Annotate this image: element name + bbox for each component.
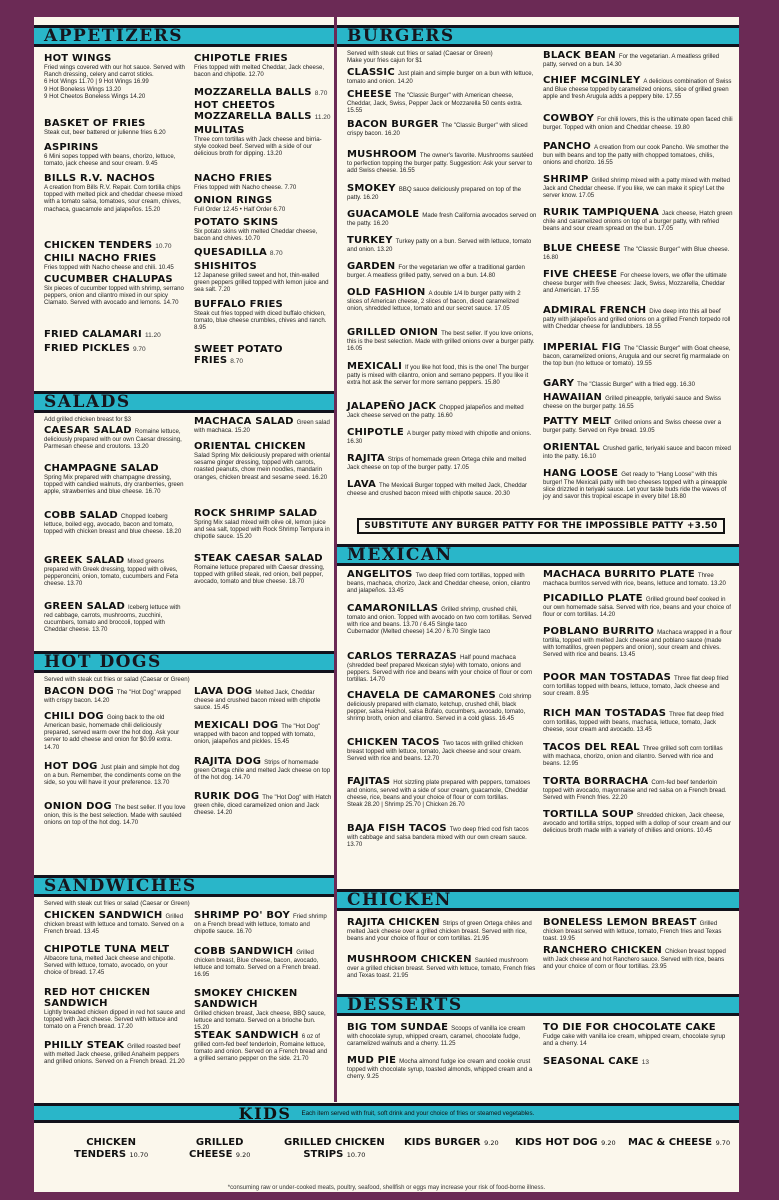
hotdogs-note: Served with steak cut fries or salad (Caesar or Green) — [44, 676, 190, 683]
item-basket-fries: BASKET OF FRIES Steak cut, beer battered or julienne fries 6.20 — [44, 118, 166, 136]
item-green-salad: GREEN SALAD Iceberg lettuce with red cabbage, carrots, mushrooms, zucchini, cucumbers, tomato and broccoli, topped with Cheddar cheese. 13.70 — [44, 601, 181, 634]
hotdogs-items — [34, 673, 334, 878]
item-rurik-tampiquena: RURIK TAMPIQUENA Jack cheese, Hatch green chile and caramelized onions on top of a burger patty, with refried beans and sour cream spread on the bun. 17.05 — [543, 207, 733, 233]
item-mud-pie: MUD PIE Mocha almond fudge ice cream and cookie crust topped with chocolate syrup, toasted almonds, whipped cream and a cherry. 9.25 — [347, 1055, 533, 1081]
salads-note: Add grilled chicken breast for $3 — [44, 416, 132, 423]
item-greek-salad: GREEK SALAD Mixed greens prepared with Greek dressing, topped with olives, pepperoncini, onion, tomato, cucumbers and Feta cheese. 13.70 — [44, 555, 179, 588]
appetizers-header — [34, 25, 334, 47]
kids-item: KIDS HOT DOG 9.20 — [515, 1137, 616, 1148]
item-fried-pickles: FRIED PICKLES 9.70 — [44, 343, 146, 354]
item-hot-dog: HOT DOG Just plain and simple hot dog on a bun. Remember, the condiments come on the side, so you will have it your preference. 13.70 — [44, 761, 181, 787]
item-baja-fish-tacos: BAJA FISH TACOS Two deep fried cod fish tacos with cabbage and salsa bandera mixed with our own cream sauce. 13.70 — [347, 823, 529, 849]
item-hawaiian: HAWAIIAN Grilled pineapple, teriyaki sauce and Swiss cheese on the burger patty. 16.55 — [543, 392, 721, 410]
item-lava: LAVA The Mexicali Burger topped with melted Jack, Cheddar cheese and crushed bacon mixed with chipotle sauce. 20.30 — [347, 479, 528, 497]
sandwiches-title: SANDWICHES — [44, 876, 197, 896]
item-chili-dog: CHILI DOG Going back to the old American basic, homemade chili deliciously prepared, served warm over the hot dog. Ask your server to add cheese and onion for $0.99 extra. 14.70 — [44, 711, 180, 751]
item-lava-dog: LAVA DOG Melted Jack, Cheddar cheese and crushed bacon mixed with chipotle sauce. 15.45 — [194, 686, 321, 712]
item-tortilla-soup: TORTILLA SOUP Shredded chicken, Jack cheese, avocado and tortilla strips, topped with a dollop of sour cream and our delicious broth made with a variety of chilies and onions. 10.45 — [543, 809, 731, 835]
item-garden: GARDEN For the vegetarian we offer a traditional garden burger. A meatless grilled patty, served on a bun. 14.80 — [347, 261, 525, 279]
chicken-items — [337, 911, 739, 1006]
item-poblano-burrito: POBLANO BURRITO Machaca wrapped in a flour tortilla, topped with melted Jack cheese and poblano sauce (made with tomatillos, green peppers and onion), sour cream and chives. Served with rice and beans. 13.45 — [543, 626, 732, 659]
item-hot-wings: HOT WINGS Fried wings covered with our hot sauce. Served with Ranch dressing, celery and carrot sticks. 6 Hot Wings 11.70 | 9 Hot Wings 16.99 9 Hot Boneless Wings 13.20 9 Hot Cheetos Boneless Wings 14.20 — [44, 53, 185, 100]
item-steak-sandwich: STEAK SANDWICH 6 oz of grilled corn-fed beef tenderloin, Romaine lettuce, tomato and onion. Served on a French bread and a grilled serrano pepper on the side. 21.70 — [194, 1030, 328, 1063]
desserts-title: DESSERTS — [347, 995, 463, 1015]
item-imperial-fig: IMPERIAL FIG The "Classic Burger" with Goat cheese, bacon, caramelized onions, Arugula and our secret fig marmalade on the top bun (no lettuce or tomato). 19.55 — [543, 342, 731, 368]
item-angelitos: ANGELITOS Two deep fried corn tortillas, topped with beans, machaca, chorizo, Jack and Cheddar cheese, onion, cilantro and jalapeños. 13.45 — [347, 569, 531, 595]
desserts-section — [337, 994, 739, 1096]
item-nacho-fries: NACHO FRIES Fries topped with Nacho cheese. 7.70 — [194, 173, 297, 191]
item-cobb-salad: COBB SALAD Chopped Iceberg lettuce, boiled egg, avocado, bacon and tomato, topped with chicken breast and blue cheese. 18.20 — [44, 510, 182, 536]
burgers-header — [337, 25, 739, 47]
item-shrimp-po-boy: SHRIMP PO' BOY Fried shrimp on a French bread with lettuce, tomato and chipotle sauce. 16.70 — [194, 910, 327, 936]
item-seasonal-cake: SEASONAL CAKE 13 — [543, 1056, 649, 1067]
item-patty-melt: PATTY MELT Grilled onions and Swiss cheese over a burger patty. Served on Rye bread. 19.05 — [543, 416, 721, 434]
burgers-title: BURGERS — [347, 26, 455, 46]
chicken-section — [337, 889, 739, 1006]
item-camaronillas: CAMARONILLAS Grilled shrimp, crushed chili, tomato and onion. Topped with avocado on two corn tortillas. Served with rice and beans. 13.70 / 6.45 Single taco Cubernador (Melted cheese) 14.20 / 6.70 Single taco — [347, 603, 532, 636]
item-potato-skins: POTATO SKINS Six potato skins with melted Cheddar cheese, bacon and chives. 10.70 — [194, 217, 318, 243]
item-chicken-tenders: CHICKEN TENDERS 10.70 — [44, 240, 172, 251]
item-mulitas: MULITAS Three corn tortillas with Jack cheese and birria-style cooked beef. Served with a side of our delicious broth for dipping. 13.20 — [194, 125, 322, 158]
item-machaca-burrito: MACHACA BURRITO PLATE Three machaca burritos served with rice, beans, lettuce and tomato. 13.20 — [543, 569, 726, 587]
kids-item: GRILLED CHICKEN STRIPS 10.70 — [284, 1137, 385, 1160]
item-shrimp-burger: SHRIMP Grilled shrimp mixed with a patty mixed with melted Jack and Cheddar cheese. If you like, we can make it spicy! Let the server know. 17.05 — [543, 174, 730, 200]
item-mushroom: MUSHROOM The owner's favorite. Mushrooms sautéed to perfection topping the burger patty. Suggestion: Ask your server to add Swiss cheese. 16.55 — [347, 149, 534, 175]
item-mexicali-dog: MEXICALI DOG The "Hot Dog" wrapped with bacon and topped with tomato, onion, jalapeños and pickles. 15.45 — [194, 720, 321, 746]
item-chicken-tacos: CHICKEN TACOS Two tacos with grilled chicken breast topped with lettuce, tomato, Jack cheese and sour cream. Served with rice and beans. 12.70 — [347, 737, 523, 763]
item-buffalo-fries: BUFFALO FRIES Steak cut fries topped with diced buffalo chicken, tomato, blue cheese crumbles, chives and ranch. 8.95 — [194, 299, 327, 332]
footnote: *consuming raw or under-cooked meats, poultry, seafood, shellfish or eggs may increase your risk of food-borne illness. — [227, 1185, 546, 1191]
item-smokey: SMOKEY BBQ sauce deliciously prepared on top of the patty. 16.20 — [347, 183, 521, 201]
item-cobb-sandwich: COBB SANDWICH Grilled chicken breast, Blue cheese, bacon, avocado, lettuce and tomato. Served on a French bread. 16.95 — [194, 946, 321, 979]
item-bacon-dog: BACON DOG The "Hot Dog" wrapped with crispy bacon. 14.20 — [44, 686, 181, 704]
item-mushroom-chicken: MUSHROOM CHICKEN Sautéed mushroom over a grilled chicken breast. Served with lettuce, tomato, French fries and Texas toast. 21.95 — [347, 954, 536, 980]
item-bacon-burger: BACON BURGER The "Classic Burger" with sliced crispy bacon. 16.20 — [347, 119, 528, 137]
item-chipotle: CHIPOTLE A burger patty mixed with chipotle and onions. 16.30 — [347, 427, 532, 445]
item-fajitas: FAJITAS Hot sizzling plate prepared with peppers, tomatoes and onions, served with a side of sour cream, guacamole, Cheddar cheese, rice, beans and your choice of flour or corn tortillas. Steak 28.20 | Shrimp 25.70 | Chicken 26.70 — [347, 776, 531, 809]
item-picadillo: PICADILLO PLATE Grilled ground beef cooked in our own homemade salsa. Served with rice, beans and your choice of flour or corn tortillas. 14.20 — [543, 593, 731, 619]
item-pancho: PANCHO A creation from our cook Pancho. We smother the bun with beans and top the patty with chopped tomatoes, chilis, onions and chorizo. 16.55 — [543, 141, 729, 167]
salads-items — [34, 413, 334, 653]
item-rajita: RAJITA Strips of homemade green Ortega chile and melted Jack cheese on top of the burger patty. 17.05 — [347, 453, 527, 471]
item-chicken-sandwich: CHICKEN SANDWICH Grilled chicken breast with lettuce and tomato. Served on a French bread. 13.45 — [44, 910, 184, 936]
burgers-note: Served with steak cut fries or salad (Caesar or Green) Make your fries cajun for $1 — [347, 50, 493, 65]
mexican-title: MEXICAN — [347, 545, 453, 565]
item-chipotle-fries: CHIPOTLE FRIES Fries topped with melted Cheddar, Jack cheese, bacon and chipotle. 12.70 — [194, 53, 325, 79]
burgers-items — [337, 47, 739, 559]
desserts-header — [337, 994, 739, 1016]
chicken-header — [337, 889, 739, 911]
item-admiral-french: ADMIRAL FRENCH Dive deep into this all beef patty with jalapeños and grilled onions on a grilled French torpedo roll with Cheddar cheese for landlubbers. 18.55 — [543, 305, 731, 331]
sandwiches-items — [34, 897, 334, 1097]
item-smokey-chicken: SMOKEY CHICKEN SANDWICH Grilled chicken breast, Jack cheese, BBQ sauce, lettuce and tomato. Served on a brioche bun. 15.20 — [194, 988, 326, 1032]
kids-header — [34, 1103, 739, 1123]
item-guacamole: GUACAMOLE Made fresh California avocados served on the patty. 16.20 — [347, 209, 537, 227]
item-rajita-chicken: RAJITA CHICKEN Strips of green Ortega chiles and melted Jack cheese over a grilled chicken breast. Served with rice, beans and your choice of flour or corn tortillas. 21.95 — [347, 917, 532, 943]
item-blue-cheese: BLUE CHEESE The "Classic Burger" with Blue cheese. 16.80 — [543, 243, 730, 261]
item-carlos-terrazas: CARLOS TERRAZAS Half pound machaca (shredded beef prepared Mexican style) with tomato, onions and peppers. Served with rice and beans with your choice of flour or corn tortillas. 14.70 — [347, 651, 533, 684]
item-rock-shrimp-salad: ROCK SHRIMP SALAD Spring Mix salad mixed with olive oil, lemon juice and sea salt, topped with Rock Shrimp Tempura in chipotle sauce. 15.20 — [194, 508, 330, 541]
salads-title: SALADS — [44, 392, 131, 412]
item-big-tom-sundae: BIG TOM SUNDAE Scoops of vanilla ice cream with chocolate syrup, whipped cream, caramel, chocolate fudge, caramelized walnuts and a cherry. 11.25 — [347, 1022, 526, 1048]
item-chipotle-tuna-melt: CHIPOTLE TUNA MELT Albacore tuna, melted Jack cheese and chipotle. Served with lettuce, tomato, avocado, on your choice of bread. 17.45 — [44, 944, 176, 977]
item-oriental-chicken: ORIENTAL CHICKEN Salad Spring Mix deliciously prepared with oriental sesame ginger dressing, topped with carrots, roasted peanuts, chow mein noodles, mandarin oranges, chicken breast and sesame seed. 16.20 — [194, 441, 331, 481]
item-chief-mcginley: CHIEF MCGINLEY A delicious combination of Swiss and Blue cheese topped by caramelized onions, slice of grilled green apple and fresh Arugula adds a peppery bite. 17.55 — [543, 75, 732, 101]
item-gary: GARY The "Classic Burger" with a fried egg. 16.30 — [543, 378, 695, 389]
item-old-fashion: OLD FASHION A double 1/4 lb burger patty with 2 slices of American cheese, 2 slices of bacon, diced caramelized onion, shredded lettuce, tomato and our secret sauce. 17.05 — [347, 287, 521, 313]
salads-section — [34, 391, 334, 653]
item-mexicali: MEXICALI If you like hot food, this is the one! The burger patty is mixed with cilantro, onion and serrano peppers. If you like it extra hot ask the server for more serrano peppers. 15.80 — [347, 361, 529, 387]
desserts-items — [337, 1016, 739, 1096]
item-chocolate-cake: TO DIE FOR CHOCOLATE CAKE Fudge cake with vanilla ice cream, whipped cream, chocolate syrup and a cherry. 14 — [543, 1022, 726, 1048]
item-shishitos: SHISHITOS 12 Japanese grilled sweet and hot, thin-walled green peppers grilled topped with lemon juice and sea salt. 7.20 — [194, 261, 329, 294]
item-rajita-dog: RAJITA DOG Strips of homemade green Ortega chile and melted Jack cheese on top of the hot dog. 14.70 — [194, 756, 331, 782]
hotdogs-header — [34, 651, 334, 673]
item-rich-man-tostadas: RICH MAN TOSTADAS Three flat deep fried corn tortillas, topped with beans, machaca, lettuce, tomato, Jack cheese, sour cream and avocado. 13.45 — [543, 708, 724, 734]
item-onion-dog: ONION DOG The best seller. If you love onion, this is the best selection. Made with sautéed onions on top of the hot dog. 14.70 — [44, 801, 186, 827]
appetizers-section — [34, 25, 334, 382]
item-caesar-salad: CAESAR SALAD Romaine lettuce, deliciously prepared with our own Caesar dressing, Parmesan cheese and croutons. 13.20 — [44, 425, 182, 451]
item-five-cheese: FIVE CHEESE For cheese lovers, we offer the ultimate cheese burger with five cheeses: Jack, Swiss, Mozzarella, Cheddar and American. 17.55 — [543, 269, 727, 295]
item-cheese-burger: CHEESE The "Classic Burger" with American cheese, Cheddar, Jack, Swiss, Pepper Jack or Mozzarella 50 cents extra. 15.55 — [347, 89, 523, 115]
item-rurik-dog: RURIK DOG The "Hot Dog" with Hatch green chile, diced caramelized onion and Jack cheese. 14.20 — [194, 791, 332, 817]
item-jalapeno-jack: JALAPEÑO JACK Chopped jalapeños and melted Jack cheese served on the patty. 16.60 — [347, 401, 524, 419]
sandwiches-section — [34, 875, 334, 1097]
item-grilled-onion: GRILLED ONION The best seller. If you love onions, this is the best selection. Made with grilled onions over a burger patty. 16.05 — [347, 327, 535, 353]
item-black-bean: BLACK BEAN For the vegetarian. A meatless grilled patty, served on a bun. 14.30 — [543, 50, 720, 68]
appetizers-title: APPETIZERS — [44, 26, 184, 46]
item-hot-cheetos-mozzarella: HOT CHEETOS MOZZARELLA BALLS 11.20 — [194, 100, 331, 122]
item-oriental-burger: ORIENTAL Crushed garlic, teriyaki sauce and bacon mixed into the patty. 16.10 — [543, 442, 731, 460]
mexican-items — [337, 566, 739, 896]
item-mozzarella-balls: MOZZARELLA BALLS 8.70 — [194, 87, 328, 98]
item-fried-calamari: FRIED CALAMARI 11.20 — [44, 329, 161, 340]
sandwiches-header — [34, 875, 334, 897]
item-steak-caesar: STEAK CAESAR SALAD Romaine lettuce prepared with Caesar dressing, topped with grilled steak, red onion, bell pepper, avocado, tomato and blue cheese. 18.70 — [194, 553, 325, 586]
kids-item: CHICKEN TENDERS 10.70 — [74, 1137, 149, 1160]
item-ranchero-chicken: RANCHERO CHICKEN Chicken breast topped with Jack cheese and hot Ranchero sauce. Served with rice, beans and your choice of corn or flour tortillas. 23.95 — [543, 945, 726, 971]
sandwiches-note: Served with steak cut fries or salad (Caesar or Green) — [44, 900, 190, 907]
menu-page — [34, 17, 739, 1192]
kids-note: Each item served with fruit, soft drink and your choice of fries or steamed vegetables. — [301, 1109, 535, 1117]
item-chavela: CHAVELA DE CAMARONES Cold shrimp deliciously prepared with clamato, ketchup, crushed chili, black pepper, salsa Huichol, salsa Búfalo, cucumbers, avocado, tomato, shrimp broth, onion and cilantro. Served in a cold glass. 16.45 — [347, 690, 532, 723]
item-champagne-salad: CHAMPAGNE SALAD Spring Mix prepared with champagne dressing, topped with candied walnuts, dry cranberries, green apple, strawberries and blue cheese. 16.70 — [44, 463, 184, 496]
burgers-section — [337, 25, 739, 559]
hotdogs-title: HOT DOGS — [44, 652, 162, 672]
item-cucumber-chalupas: CUCUMBER CHALUPAS Six pieces of cucumber topped with shrimp, serrano peppers, onion and cilantro mixed in our spicy Clamato. Served with avocado and lemons. 14.70 — [44, 274, 184, 307]
item-red-hot-chicken: RED HOT CHICKEN SANDWICH Lightly breaded chicken dipped in red hot sauce and topped with Jack cheese. Served with lettuce and tomato on a French bread. 17.20 — [44, 987, 185, 1031]
kids-section — [34, 1103, 739, 1192]
item-classic: CLASSIC Just plain and simple burger on a bun with lettuce, tomato and onion. 14.20 — [347, 67, 534, 85]
impossible-patty-note: SUBSTITUTE ANY BURGER PATTY FOR THE IMPOSSIBLE PATTY +3.50 — [357, 518, 725, 534]
item-hang-loose: HANG LOOSE Get ready to "Hang Loose" with this burger! The Mexicali patty with two cheeses topped with a pineapple slice drizzled in teriyaki sauce. Let your taste buds ride the waves of joy and savor this tropical escape in every bite! 18.80 — [543, 468, 728, 501]
chicken-title: CHICKEN — [347, 890, 452, 910]
item-onion-rings: ONION RINGS Full Order 12.45 • Half Order 6.70 — [194, 195, 286, 213]
salads-header — [34, 391, 334, 413]
item-nachos: BILLS R.V. NACHOS A creation from Bills R.V. Repair. Corn tortilla chips topped with melted pick and cheddar cheese mixed with a tomato salsa, tomatoes, sour cream, chives, machaca, guacamole and jalapeños. 15.20 — [44, 173, 183, 213]
item-chili-nacho-fries: CHILI NACHO FRIES Fries topped with Nacho cheese and chili. 10.45 — [44, 253, 174, 271]
kids-title: KIDS — [238, 1103, 292, 1123]
item-boneless-lemon: BONELESS LEMON BREAST Grilled chicken breast served with lettuce, tomato, French fries and Texas toast. 19.95 — [543, 917, 722, 943]
item-machaca-salad: MACHACA SALAD Green salad with machaca. 15.20 — [194, 416, 330, 434]
item-quesadilla: QUESADILLA 8.70 — [194, 247, 283, 258]
item-tacos-del-real: TACOS DEL REAL Three grilled soft corn tortillas with machaca, chorizo, onion and cilantro. Served with rice and beans. 12.95 — [543, 742, 723, 768]
kids-item: GRILLED CHEESE 9.20 — [189, 1137, 251, 1160]
item-poor-man-tostadas: POOR MAN TOSTADAS Three flat deep fried corn tortillas topped with beans, lettuce, tomato, Jack cheese and sour cream. 8.95 — [543, 672, 729, 698]
mexican-header — [337, 544, 739, 566]
item-turkey: TURKEY Turkey patty on a bun. Served with lettuce, tomato and onion. 13.20 — [347, 235, 532, 253]
mexican-section — [337, 544, 739, 896]
item-cowboy: COWBOY For chili lovers, this is the ultimate open faced chili burger. Topped with onion and Cheddar cheese. 19.80 — [543, 113, 733, 131]
item-sweet-potato-fries: SWEET POTATO FRIES 8.70 — [194, 344, 283, 366]
item-aspirins: ASPIRINS 6 Mini sopes topped with beans, chorizo, lettuce, tomato, jack cheese and sour cream. 9.45 — [44, 142, 176, 168]
appetizers-items — [34, 47, 334, 382]
hotdogs-section — [34, 651, 334, 878]
item-philly-steak: PHILLY STEAK Grilled roasted beef with melted Jack cheese, grilled Anaheim peppers and grilled onions. Served on a French bread. 21.20 — [44, 1040, 185, 1066]
kids-item: KIDS BURGER 9.20 — [404, 1137, 499, 1148]
kids-item: MAC & CHEESE 9.70 — [628, 1137, 731, 1148]
item-torta-borracha: TORTA BORRACHA Corn-fed beef tenderloin topped with avocado, mayonnaise and red salsa on a French bread. Served with French fries. 22.20 — [543, 776, 727, 802]
